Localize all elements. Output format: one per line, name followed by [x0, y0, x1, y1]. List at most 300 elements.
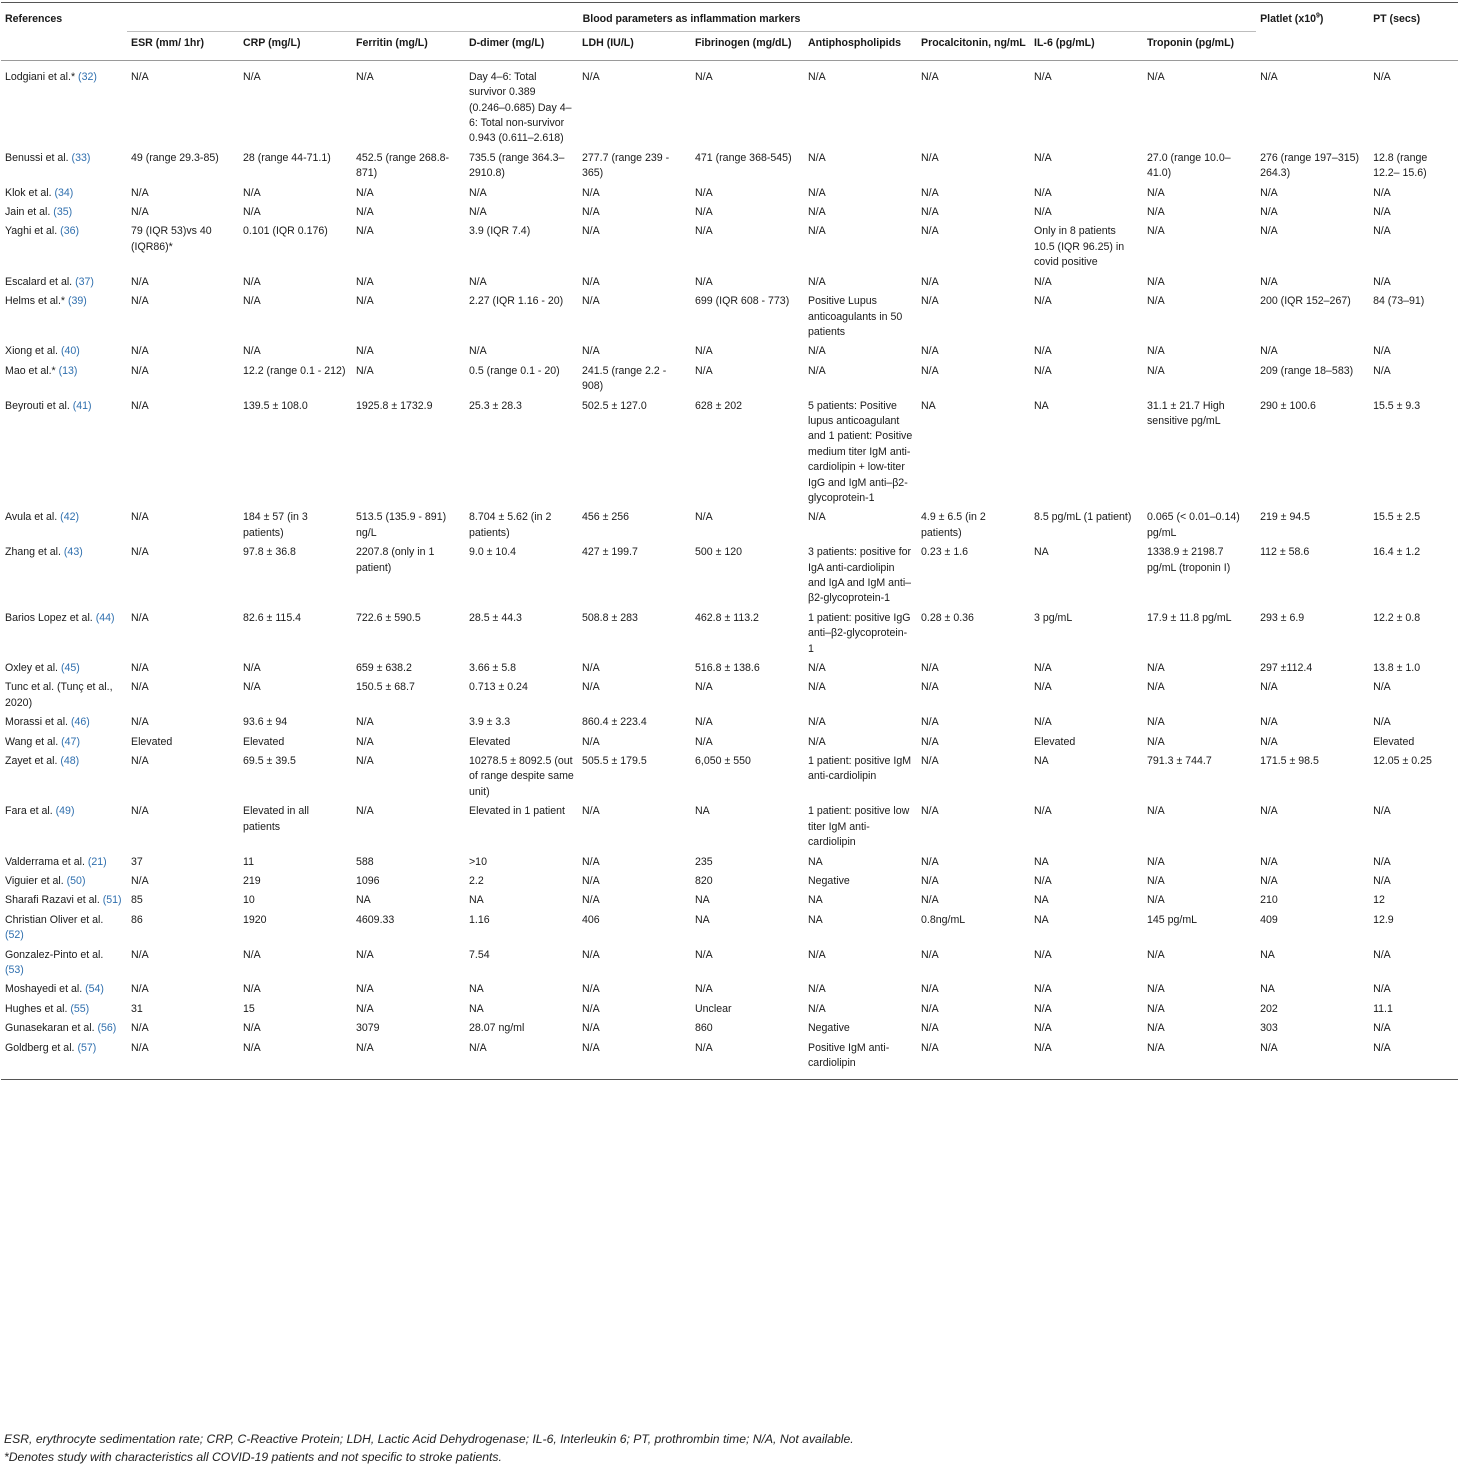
value-cell: N/A: [921, 1022, 939, 1035]
value-cell: N/A: [469, 275, 487, 288]
value-cell: N/A: [921, 1002, 939, 1015]
value-cell: 184 ± 57 (in 3 patients): [243, 511, 308, 539]
citation-link[interactable]: (46): [70, 716, 90, 729]
citation-link[interactable]: (41): [72, 399, 92, 412]
value-cell: N/A: [695, 70, 713, 83]
value-cell: 0.713 ± 0.24: [469, 681, 528, 694]
value-cell: N/A: [1034, 275, 1052, 288]
table-row: [1, 893, 1458, 912]
reference-name: Mao et al.*: [5, 364, 59, 377]
reference-cell: [1, 680, 127, 715]
value-cell: N/A: [1373, 1041, 1391, 1054]
header-column: Ferritin (mg/L): [352, 32, 465, 60]
value-cell: N/A: [1373, 681, 1391, 694]
value-cell: NA: [1034, 894, 1049, 907]
value-cell: N/A: [1260, 70, 1278, 83]
value-cell: N/A: [356, 1041, 374, 1054]
value-cell: 79 (IQR 53)vs 40 (IQR86)*: [131, 225, 212, 253]
reference-cell: [1, 874, 127, 893]
value-cell: N/A: [1034, 364, 1052, 377]
value-cell: N/A: [921, 855, 939, 868]
value-cell: N/A: [695, 681, 713, 694]
value-cell: 7.54: [469, 948, 490, 961]
table-row: [1, 804, 1458, 854]
reference-name: Benussi et al.: [5, 151, 72, 164]
value-cell: Negative: [808, 1022, 850, 1035]
value-cell: N/A: [808, 716, 826, 729]
value-cell: N/A: [921, 295, 939, 308]
citation-link[interactable]: (42): [60, 511, 80, 524]
citation-link[interactable]: (51): [102, 894, 122, 907]
value-cell: NA: [1034, 755, 1049, 768]
value-cell: N/A: [1147, 186, 1165, 199]
table-row: [1, 399, 1458, 511]
value-cell: N/A: [243, 275, 261, 288]
value-cell: 31: [131, 1002, 143, 1015]
value-cell: N/A: [921, 364, 939, 377]
citation-link[interactable]: (34): [54, 186, 74, 199]
value-cell: N/A: [131, 345, 149, 358]
value-cell: 12.05 ± 0.25: [1373, 755, 1432, 768]
value-cell: 69.5 ± 39.5: [243, 755, 296, 768]
table-row: [1, 982, 1458, 1001]
value-cell: N/A: [356, 275, 374, 288]
value-cell: 6,050 ± 550: [695, 755, 751, 768]
value-cell: N/A: [243, 206, 261, 219]
value-cell: NA: [695, 894, 710, 907]
citation-link[interactable]: (47): [61, 735, 80, 748]
value-cell: N/A: [356, 805, 374, 818]
reference-cell: [1, 804, 127, 854]
value-cell: NA: [1260, 983, 1275, 996]
citation-link[interactable]: (43): [63, 546, 83, 559]
value-cell: Elevated: [469, 735, 511, 748]
value-cell: N/A: [695, 186, 713, 199]
value-cell: 0.101 (IQR 0.176): [243, 225, 328, 238]
value-cell: NA: [808, 855, 823, 868]
value-cell: N/A: [695, 716, 713, 729]
value-cell: N/A: [1373, 186, 1391, 199]
value-cell: N/A: [582, 70, 600, 83]
citation-link[interactable]: (50): [66, 874, 86, 887]
reference-name: Oxley et al.: [5, 662, 61, 675]
value-cell: 210: [1260, 894, 1278, 907]
table-row: [1, 275, 1458, 294]
value-cell: 9.0 ± 10.4: [469, 546, 517, 559]
value-cell: N/A: [356, 345, 374, 358]
value-cell: N/A: [1260, 735, 1278, 748]
value-cell: N/A: [1373, 948, 1391, 961]
reference-cell: [1, 186, 127, 205]
value-cell: NA: [921, 399, 936, 412]
value-cell: N/A: [131, 275, 149, 288]
value-cell: N/A: [356, 716, 374, 729]
table-row: [1, 948, 1458, 983]
value-cell: N/A: [1260, 805, 1278, 818]
value-cell: 277.7 (range 239 - 365): [582, 151, 670, 180]
value-cell: N/A: [582, 735, 600, 748]
value-cell: N/A: [1260, 225, 1278, 238]
value-cell: Elevated in 1 patient: [469, 805, 566, 818]
header-platelet: Platlet $(x10^9)$: [1256, 3, 1369, 61]
value-cell: N/A: [1034, 874, 1052, 887]
value-cell: N/A: [1034, 681, 1052, 694]
value-cell: N/A: [1373, 70, 1391, 83]
table-row: [1, 661, 1458, 680]
value-cell: N/A: [921, 1041, 939, 1054]
value-cell: N/A: [808, 151, 826, 164]
value-cell: N/A: [695, 364, 713, 377]
header-references: References: [1, 3, 127, 61]
value-cell: N/A: [695, 948, 713, 961]
citation-link[interactable]: (53): [5, 963, 24, 976]
value-cell: 12.9: [1373, 913, 1394, 926]
value-cell: NA: [469, 894, 484, 907]
value-cell: N/A: [582, 805, 600, 818]
inflammation-markers-table: [1, 2, 1458, 1080]
value-cell: N/A: [1260, 716, 1278, 729]
citation-link[interactable]: (48): [60, 755, 80, 768]
value-cell: N/A: [1260, 345, 1278, 358]
value-cell: 16.4 ± 1.2: [1373, 546, 1421, 559]
value-cell: 2.2: [469, 874, 484, 887]
value-cell: N/A: [582, 275, 600, 288]
value-cell: N/A: [582, 1002, 600, 1015]
reference-name: Hughes et al.: [5, 1002, 71, 1015]
value-cell: N/A: [469, 186, 487, 199]
table-row: [1, 874, 1458, 893]
reference-name: Beyrouti et al.: [5, 399, 73, 412]
value-cell: N/A: [1147, 1002, 1165, 1015]
value-cell: N/A: [1034, 151, 1052, 164]
reference-cell: [1, 60, 127, 151]
value-cell: N/A: [582, 681, 600, 694]
header-column: Antiphospholipids: [804, 32, 917, 60]
value-cell: N/A: [131, 511, 149, 524]
value-cell: N/A: [131, 1022, 149, 1035]
value-cell: 0.23 ± 1.6: [921, 546, 969, 559]
reference-name: Zayet et al.: [5, 755, 61, 768]
reference-name: Morassi et al.: [5, 716, 71, 729]
value-cell: N/A: [243, 1022, 261, 1035]
value-cell: N/A: [1260, 1041, 1278, 1054]
value-cell: N/A: [1034, 662, 1052, 675]
reference-cell: [1, 344, 127, 363]
value-cell: N/A: [131, 186, 149, 199]
reference-cell: [1, 715, 127, 734]
citation-link[interactable]: (49): [55, 805, 75, 818]
value-cell: N/A: [243, 186, 261, 199]
value-cell: 3.66 ± 5.8: [469, 662, 517, 675]
table-row: [1, 715, 1458, 734]
citation-link[interactable]: (55): [70, 1002, 90, 1015]
value-cell: N/A: [921, 755, 939, 768]
value-cell: N/A: [1147, 70, 1165, 83]
header-column: ESR (mm/ 1hr): [127, 32, 239, 60]
value-cell: 1920: [243, 913, 267, 926]
value-cell: N/A: [356, 225, 374, 238]
reference-cell: [1, 545, 127, 611]
reference-cell: [1, 1041, 127, 1080]
citation-link[interactable]: (33): [71, 151, 91, 164]
citation-link[interactable]: (36): [60, 225, 80, 238]
value-cell: N/A: [131, 364, 149, 377]
reference-cell: [1, 1002, 127, 1021]
reference-cell: [1, 913, 127, 948]
value-cell: N/A: [808, 511, 826, 524]
value-cell: N/A: [1260, 874, 1278, 887]
value-cell: N/A: [243, 1041, 261, 1054]
header-column: IL-6 (pg/mL): [1030, 32, 1143, 60]
value-cell: N/A: [243, 345, 261, 358]
table-row: [1, 545, 1458, 611]
value-cell: 3 pg/mL: [1034, 611, 1073, 624]
reference-cell: [1, 205, 127, 224]
value-cell: 10278.5 ± 8092.5 (out of range despite same unit): [469, 755, 574, 798]
value-cell: N/A: [921, 151, 939, 164]
value-cell: N/A: [1260, 186, 1278, 199]
value-cell: N/A: [1034, 983, 1052, 996]
value-cell: 28.07 ng/ml: [469, 1022, 525, 1035]
value-cell: N/A: [695, 345, 713, 358]
value-cell: N/A: [356, 983, 374, 996]
citation-link[interactable]: (35): [53, 206, 73, 219]
value-cell: Positive IgM anti-cardiolipin: [808, 1041, 890, 1069]
value-cell: N/A: [131, 1041, 149, 1054]
value-cell: 0.28 ± 0.36: [921, 611, 974, 624]
value-cell: N/A: [1260, 681, 1278, 694]
value-cell: 471 (range 368-545): [695, 151, 792, 164]
value-cell: N/A: [131, 948, 149, 961]
reference-name: Helms et al.*: [5, 295, 68, 308]
citation-link[interactable]: (54): [85, 983, 104, 996]
value-cell: N/A: [356, 948, 374, 961]
value-cell: 12.2 (range 0.1 - 212): [243, 364, 346, 377]
reference-name: Wang et al.: [5, 735, 62, 748]
value-cell: 171.5 ± 98.5: [1260, 755, 1319, 768]
value-cell: 508.8 ± 283: [582, 611, 638, 624]
value-cell: NA: [1034, 546, 1049, 559]
citation-link[interactable]: (44): [95, 611, 115, 624]
value-cell: 505.5 ± 179.5: [582, 755, 647, 768]
value-cell: N/A: [469, 345, 487, 358]
value-cell: N/A: [808, 275, 826, 288]
reference-name: Sharafi Razavi et al.: [5, 894, 103, 907]
reference-name: Escalard et al.: [5, 275, 76, 288]
value-cell: N/A: [1373, 983, 1391, 996]
value-cell: N/A: [1260, 206, 1278, 219]
value-cell: N/A: [1034, 948, 1052, 961]
value-cell: 49 (range 29.3-85): [131, 151, 219, 164]
value-cell: N/A: [131, 546, 149, 559]
footnote-abbreviations: ESR, erythrocyte sedimentation rate; CRP, C-Reactive Protein; LDH, Lactic Acid Dehydrogenase; IL-6, Interleukin 6; PT, prothrombin time; N/A, Not available.: [4, 1432, 854, 1446]
value-cell: N/A: [131, 206, 149, 219]
value-cell: N/A: [808, 186, 826, 199]
value-cell: N/A: [582, 855, 600, 868]
citation-link[interactable]: (37): [75, 275, 94, 288]
value-cell: N/A: [1147, 225, 1165, 238]
value-cell: 219 ± 94.5: [1260, 511, 1311, 524]
value-cell: N/A: [1147, 662, 1165, 675]
value-cell: 86: [131, 913, 143, 926]
citation-link[interactable]: (21): [87, 855, 107, 868]
value-cell: N/A: [1147, 275, 1165, 288]
reference-cell: [1, 948, 127, 983]
value-cell: 820: [695, 874, 713, 887]
value-cell: N/A: [1147, 894, 1165, 907]
header-column: D-dimer (mg/L): [465, 32, 578, 60]
reference-name: Yaghi et al.: [5, 225, 61, 238]
citation-link[interactable]: (57): [77, 1041, 97, 1054]
header-column: Troponin (pg/mL): [1143, 32, 1256, 60]
value-cell: N/A: [1147, 206, 1165, 219]
value-cell: N/A: [808, 70, 826, 83]
value-cell: Only in 8 patients 10.5 (IQR 96.25) in covid positive: [1034, 225, 1125, 269]
value-cell: 8.704 ± 5.62 (in 2 patients): [469, 511, 552, 539]
citation-link[interactable]: (39): [68, 295, 87, 308]
value-cell: N/A: [582, 206, 600, 219]
value-cell: 11: [243, 855, 254, 868]
value-cell: 502.5 ± 127.0: [582, 399, 647, 412]
value-cell: 628 ± 202: [695, 399, 743, 412]
reference-cell: [1, 294, 127, 344]
value-cell: N/A: [808, 364, 826, 377]
value-cell: 456 ± 256: [582, 511, 630, 524]
value-cell: 659 ± 638.2: [356, 662, 412, 675]
value-cell: N/A: [131, 70, 149, 83]
value-cell: N/A: [1147, 983, 1165, 996]
value-cell: 588: [356, 855, 374, 868]
value-cell: 3.9 (IQR 7.4): [469, 225, 531, 238]
value-cell: N/A: [1147, 805, 1165, 818]
value-cell: N/A: [131, 874, 149, 887]
value-cell: 219: [243, 874, 261, 887]
reference-name: Xiong et al.: [5, 345, 61, 358]
value-cell: N/A: [1147, 681, 1165, 694]
value-cell: Elevated in all patients: [243, 805, 309, 833]
value-cell: 3079: [356, 1022, 380, 1035]
citation-link[interactable]: (13): [58, 364, 78, 377]
value-cell: 3.9 ± 3.3: [469, 716, 511, 729]
table-row: [1, 344, 1458, 363]
value-cell: N/A: [1034, 805, 1052, 818]
table-row: [1, 224, 1458, 274]
value-cell: 303: [1260, 1022, 1278, 1035]
value-cell: N/A: [1147, 735, 1165, 748]
reference-cell: [1, 151, 127, 186]
value-cell: 150.5 ± 68.7: [356, 681, 415, 694]
citation-link[interactable]: (45): [60, 662, 80, 675]
value-cell: N/A: [921, 225, 939, 238]
value-cell: 85: [131, 894, 143, 907]
value-cell: N/A: [131, 716, 149, 729]
value-cell: N/A: [921, 206, 939, 219]
citation-link[interactable]: (52): [5, 929, 24, 942]
value-cell: N/A: [131, 805, 149, 818]
header-blood-parameters-group: Blood parameters as inflammation markers: [127, 3, 1256, 32]
reference-name: Avula et al.: [5, 511, 61, 524]
reference-cell: [1, 754, 127, 804]
value-cell: 11.1: [1373, 1002, 1393, 1015]
value-cell: N/A: [695, 983, 713, 996]
reference-cell: [1, 224, 127, 274]
value-cell: 3 patients: positive for IgA anti-cardiolipin and IgA and IgM anti–β2-glycoprotein-1: [808, 546, 912, 605]
value-cell: N/A: [1034, 206, 1052, 219]
value-cell: N/A: [921, 716, 939, 729]
reference-name: Lodgiani et al.*: [5, 70, 79, 83]
citation-link[interactable]: (32): [78, 70, 97, 83]
table-row: [1, 735, 1458, 754]
value-cell: 290 ± 100.6: [1260, 399, 1316, 412]
value-cell: 112 ± 58.6: [1260, 546, 1310, 559]
value-cell: N/A: [1147, 716, 1165, 729]
value-cell: N/A: [808, 983, 826, 996]
value-cell: N/A: [921, 662, 939, 675]
reference-name: Viguier et al.: [5, 874, 67, 887]
table-row: [1, 60, 1458, 151]
value-cell: 4.9 ± 6.5 (in 2 patients): [921, 511, 986, 539]
table-footnotes: [4, 1431, 854, 1466]
table-row: [1, 510, 1458, 545]
value-cell: 860.4 ± 223.4: [582, 716, 647, 729]
value-cell: N/A: [356, 1002, 374, 1015]
value-cell: N/A: [243, 662, 261, 675]
value-cell: N/A: [1373, 855, 1391, 868]
reference-name: Klok et al.: [5, 186, 55, 199]
value-cell: N/A: [808, 225, 826, 238]
header-column: Fibrinogen (mg/dL): [691, 32, 804, 60]
value-cell: N/A: [1147, 364, 1165, 377]
value-cell: 202: [1260, 1002, 1278, 1015]
value-cell: 722.6 ± 590.5: [356, 611, 421, 624]
value-cell: N/A: [243, 681, 261, 694]
value-cell: 145 pg/mL: [1147, 913, 1198, 926]
value-cell: N/A: [921, 681, 939, 694]
value-cell: 13.8 ± 1.0: [1373, 662, 1421, 675]
value-cell: 516.8 ± 138.6: [695, 662, 760, 675]
value-cell: 735.5 (range 364.3–2910.8): [469, 151, 565, 180]
reference-name: Gunasekaran et al.: [5, 1022, 98, 1035]
table-row: [1, 754, 1458, 804]
value-cell: 0.065 (< 0.01–0.14) pg/mL: [1147, 511, 1240, 539]
header-column: Procalcitonin, ng/mL: [917, 32, 1030, 60]
table-row: [1, 913, 1458, 948]
value-cell: N/A: [808, 681, 826, 694]
value-cell: 409: [1260, 913, 1278, 926]
header-pt: PT (secs): [1369, 3, 1458, 61]
value-cell: 297 ±112.4: [1260, 662, 1313, 675]
table-row: [1, 1041, 1458, 1080]
reference-name: Valderrama et al.: [5, 855, 88, 868]
citation-link[interactable]: (40): [60, 345, 80, 358]
value-cell: 1 patient: positive IgM anti-cardiolipin: [808, 755, 912, 783]
value-cell: N/A: [131, 755, 149, 768]
value-cell: NA: [469, 983, 484, 996]
value-cell: N/A: [356, 295, 374, 308]
reference-cell: [1, 611, 127, 661]
value-cell: N/A: [1260, 275, 1278, 288]
value-cell: 5 patients: Positive lupus anticoagulant and 1 patient: Positive medium titer IgM anti-cardiolipin + low-titer IgG and IgM anti–β2-glycoprotein-1: [808, 399, 913, 504]
reference-name: Barios Lopez et al.: [5, 611, 96, 624]
value-cell: N/A: [1034, 1002, 1052, 1015]
value-cell: 427 ± 199.7: [582, 546, 638, 559]
citation-link[interactable]: (56): [97, 1022, 117, 1035]
value-cell: Positive Lupus anticoagulants in 50 patients: [808, 295, 903, 338]
value-cell: N/A: [131, 681, 149, 694]
table-row: [1, 855, 1458, 874]
reference-name: Christian Oliver et al.: [5, 913, 104, 926]
table-row: [1, 364, 1458, 399]
